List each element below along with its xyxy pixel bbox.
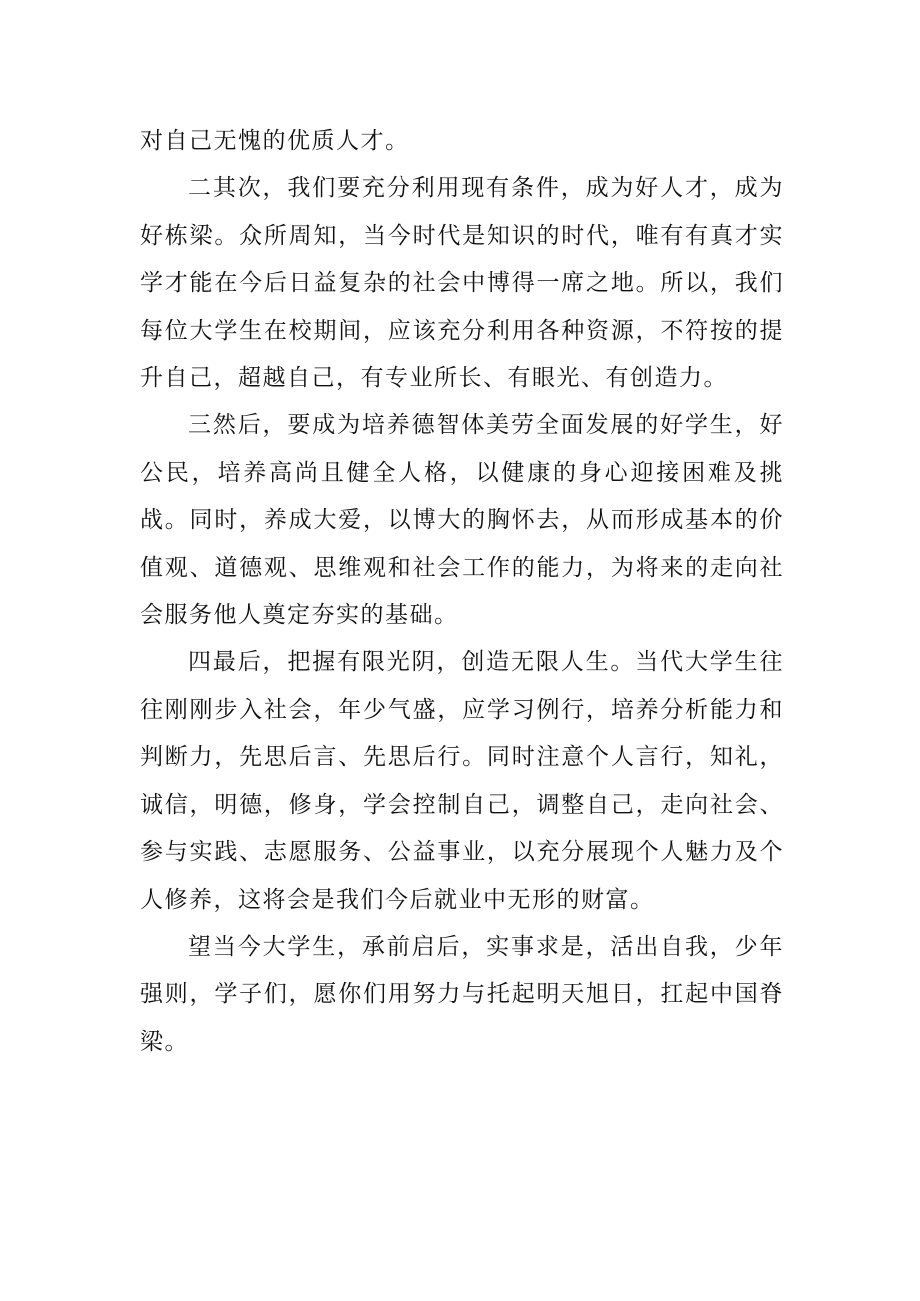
paragraph-continuation: 对自己无愧的优质人才。 <box>140 128 410 154</box>
paragraph-closing: 望当今大学生，承前启后，实事求是，活出自我，少年强则，学子们，愿你们用努力与托起明天旭日，扛起中国脊梁。 <box>140 933 784 1055</box>
paragraph-second: 二其次，我们要充分利用现有条件，成为好人才，成为好栋梁。众所周知，当今时代是知识的时代，唯有有真才实学才能在今后日益复杂的社会中博得一席之地。所以，我们每位大学生在校期间，应该充分利用各种资源，不符按的提升自己，超越自己，有专业所长、有眼光、有创造力。 <box>140 175 784 392</box>
paragraph-fourth: 四最后，把握有限光阴，创造无限人生。当代大学生往往刚刚步入社会，年少气盛，应学习例行，培养分析能力和判断力，先思后言、先思后行。同时注意个人言行，知礼，诚信，明德，修身，学会控制自己，调整自己，走向社会、参与实践、志愿服务、公益事业，以充分展现个人魅力及个人修养，这将会是我们今后就业中无形的财富。 <box>140 649 784 913</box>
document-body <box>140 118 784 1066</box>
paragraph-third: 三然后，要成为培养德智体美劳全面发展的好学生，好公民，培养高尚且健全人格，以健康的身心迎接困难及挑战。同时，养成大爱，以博大的胸怀去，从而形成基本的价值观、道德观、思维观和社会工作的能力，为将来的走向社会服务他人奠定夯实的基础。 <box>140 412 784 629</box>
